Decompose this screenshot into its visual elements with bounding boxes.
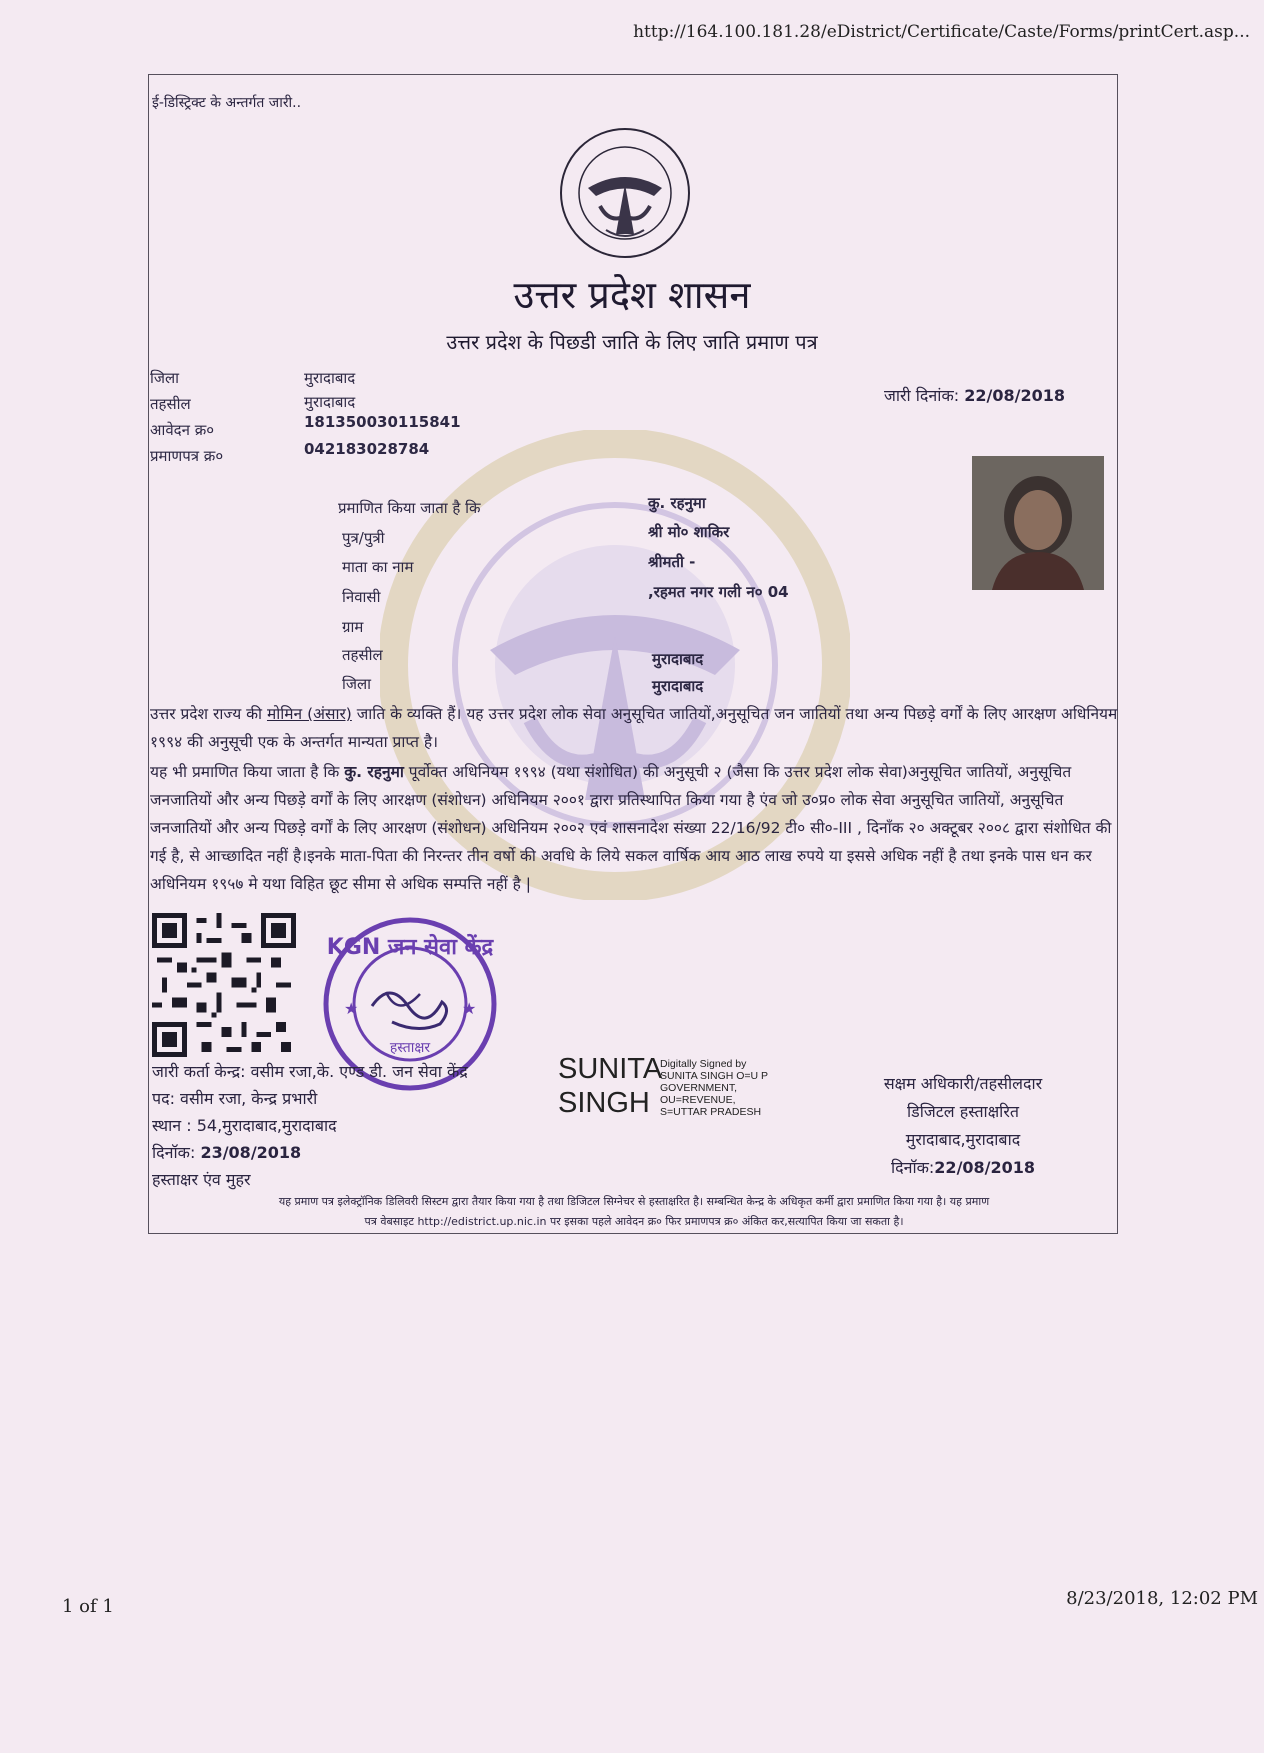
- certificate-title: उत्तर प्रदेश के पिछडी जाति के लिए जाति प्रमाण पत्र: [446, 330, 818, 354]
- stamp-text: KGN जन सेवा केंद्र: [326, 935, 494, 960]
- qr-code: [152, 913, 296, 1057]
- authority-title: सक्षम अधिकारी/तहसीलदार: [883, 1074, 1043, 1093]
- detail-label-resident: निवासी: [342, 588, 381, 606]
- detail-value-father: श्री मो० शाकिर: [648, 523, 730, 541]
- issuer-center: जारी कर्ता केन्द्र: वसीम रजा,के. एण्ड डी. जन सेवा केंद्र: [152, 1062, 468, 1081]
- meta-label-application-no: आवेदन क्र०: [150, 421, 215, 439]
- paragraph-creamy-layer: यह भी प्रमाणित किया जाता है कि कु. रहनुमा पूर्वोक्त अधिनियम १९९४ (यथा संशोधित) की अनुसूची २ (जैसा कि उत्तर प्रदेश लोक सेवा)अनुसूचित जातियों, अनुसूचित जनजातियों और अन्य पिछड़े वर्गों के लिए आरक्षण (संशोधन) अधिनियम २००१ द्वारा प्रतिस्थापित किया गया है एंव जो उ०प्र० लोक सेवा अनुसूचित जातियों, अनुसूचित जनजातियों और अन्य पिछड़े वर्गों के लिए आरक्षण (संशोधन) अधिनियम २००२ एवं शासनादेश संख्या 22/16/92 टी० सी०-III , दिनाँक २० अक्टूबर २००८ द्वारा संशोधित की गई है, से आच्छादित नहीं है।इनके माता-पिता की निरन्तर तीन वर्षो की अवधि के लिये सकल वार्षिक आय आठ लाख रुपये या इससे अधिक नहीं है तथा इनके पास धन कर अधिनियम १९५७ मे यथा विहित छूट सीमा से अधिक सम्पत्ति नहीं है |: [150, 763, 1112, 893]
- issuer-date-label: दिनॉक:: [152, 1143, 201, 1162]
- up-government-emblem-icon: [558, 126, 692, 260]
- issuer-sign-label: हस्ताक्षर एंव मुहर: [152, 1170, 251, 1189]
- issuer-place: स्थान : 54,मुरादाबाद,मुरादाबाद: [152, 1116, 337, 1135]
- svg-text:★: ★: [344, 999, 359, 1018]
- detail-value-tehsil: मुरादाबाद: [652, 650, 704, 668]
- issue-date: [884, 384, 1065, 406]
- stamp-inner-text: हस्ताक्षर: [389, 1040, 431, 1056]
- issue-date-value: 22/08/2018: [964, 386, 1065, 405]
- authority-signed: डिजिटल हस्ताक्षरित: [907, 1102, 1019, 1121]
- issued-under-label: ई-डिस्ट्रिक्ट के अन्तर्गत जारी..: [152, 95, 302, 111]
- page-count: 1 of 1: [62, 1596, 114, 1617]
- detail-value-mother: श्रीमती -: [648, 553, 696, 571]
- print-url: http://164.100.181.28/eDistrict/Certificate/Caste/Forms/printCert.asp...: [633, 22, 1250, 42]
- detail-value-district: मुरादाबाद: [652, 677, 704, 695]
- authority-date: दिनॉक:22/08/2018: [890, 1158, 1036, 1177]
- detail-label-tehsil: तहसील: [342, 646, 383, 664]
- paragraph-caste-statement: उत्तर प्रदेश राज्य की मोमिन (अंसार) जाति के व्यक्ति हैं। यह उत्तर प्रदेश लोक सेवा अनुसूचित जातियों,अनुसूचित जन जातियों तथा अन्य पिछड़े वर्गों के लिए आरक्षण अधिनियम १९९४ की अनुसूची एक के अन्तर्गत मान्यता प्राप्त है।: [150, 705, 1118, 751]
- meta-value-district: मुरादाबाद: [304, 369, 356, 387]
- detail-value-address: ,रहमत नगर गली न० 04: [648, 583, 789, 601]
- issuer-date-value: 23/08/2018: [200, 1143, 302, 1162]
- issuer-date: [152, 1141, 301, 1163]
- detail-label-mother: माता का नाम: [342, 558, 414, 576]
- print-datetime: 8/23/2018, 12:02 PM: [1066, 1588, 1258, 1609]
- issuer-post: पद: वसीम रजा, केन्द्र प्रभारी: [152, 1089, 318, 1108]
- department-title: उत्तर प्रदेश शासन: [513, 273, 751, 317]
- caste-name: मोमिन (अंसार): [266, 705, 352, 723]
- applicant-name-inline: कु. रहनुमा: [344, 763, 404, 781]
- meta-value-application-no: 181350030115841: [304, 413, 461, 431]
- detail-label-district: जिला: [342, 675, 372, 693]
- detail-label-child-of: पुत्र/पुत्री: [342, 529, 385, 547]
- detail-value-name: कु. रहनुमा: [648, 494, 706, 512]
- meta-label-certificate-no: प्रमाणपत्र क्र०: [150, 447, 224, 465]
- detail-label-certified: प्रमाणित किया जाता है कि: [338, 499, 481, 517]
- digital-signature-info: Digitally Signed by SUNITA SINGH O=U P GOVERNMENT, OU=REVENUE, S=UTTAR PRADESH: [660, 1058, 769, 1118]
- detail-label-village: ग्राम: [342, 618, 364, 636]
- digital-signature-name: SUNITA SINGH: [558, 1053, 663, 1119]
- meta-label-district: जिला: [150, 369, 180, 387]
- disclaimer: यह प्रमाण पत्र इलेक्ट्रॉनिक डिलिवरी सिस्टम द्वारा तैयार किया गया है तथा डिजिटल सिग्नेचर से हस्ताक्षरित है। सम्बन्धित केन्द्र के अधिकृत कर्मी द्वारा प्रमाणित किया गया है। यह प्रमाण पत्र वेबसाइट http://edistrict.up.nic.in पर इसका पहले आवेदन क्र० फिर प्रमाणपत्र क्र० अंकित कर,सत्यापित किया जा सकता है।: [278, 1195, 990, 1228]
- authority-place: मुरादाबाद,मुरादाबाद: [905, 1130, 1021, 1149]
- meta-value-certificate-no: 042183028784: [304, 440, 430, 458]
- meta-label-tehsil: तहसील: [150, 395, 191, 413]
- applicant-photo: [972, 456, 1104, 590]
- meta-value-tehsil: मुरादाबाद: [304, 393, 356, 411]
- issue-date-label: जारी दिनांक:: [884, 386, 960, 405]
- authority-block: [848, 1070, 1078, 1182]
- svg-text:★: ★: [462, 999, 477, 1018]
